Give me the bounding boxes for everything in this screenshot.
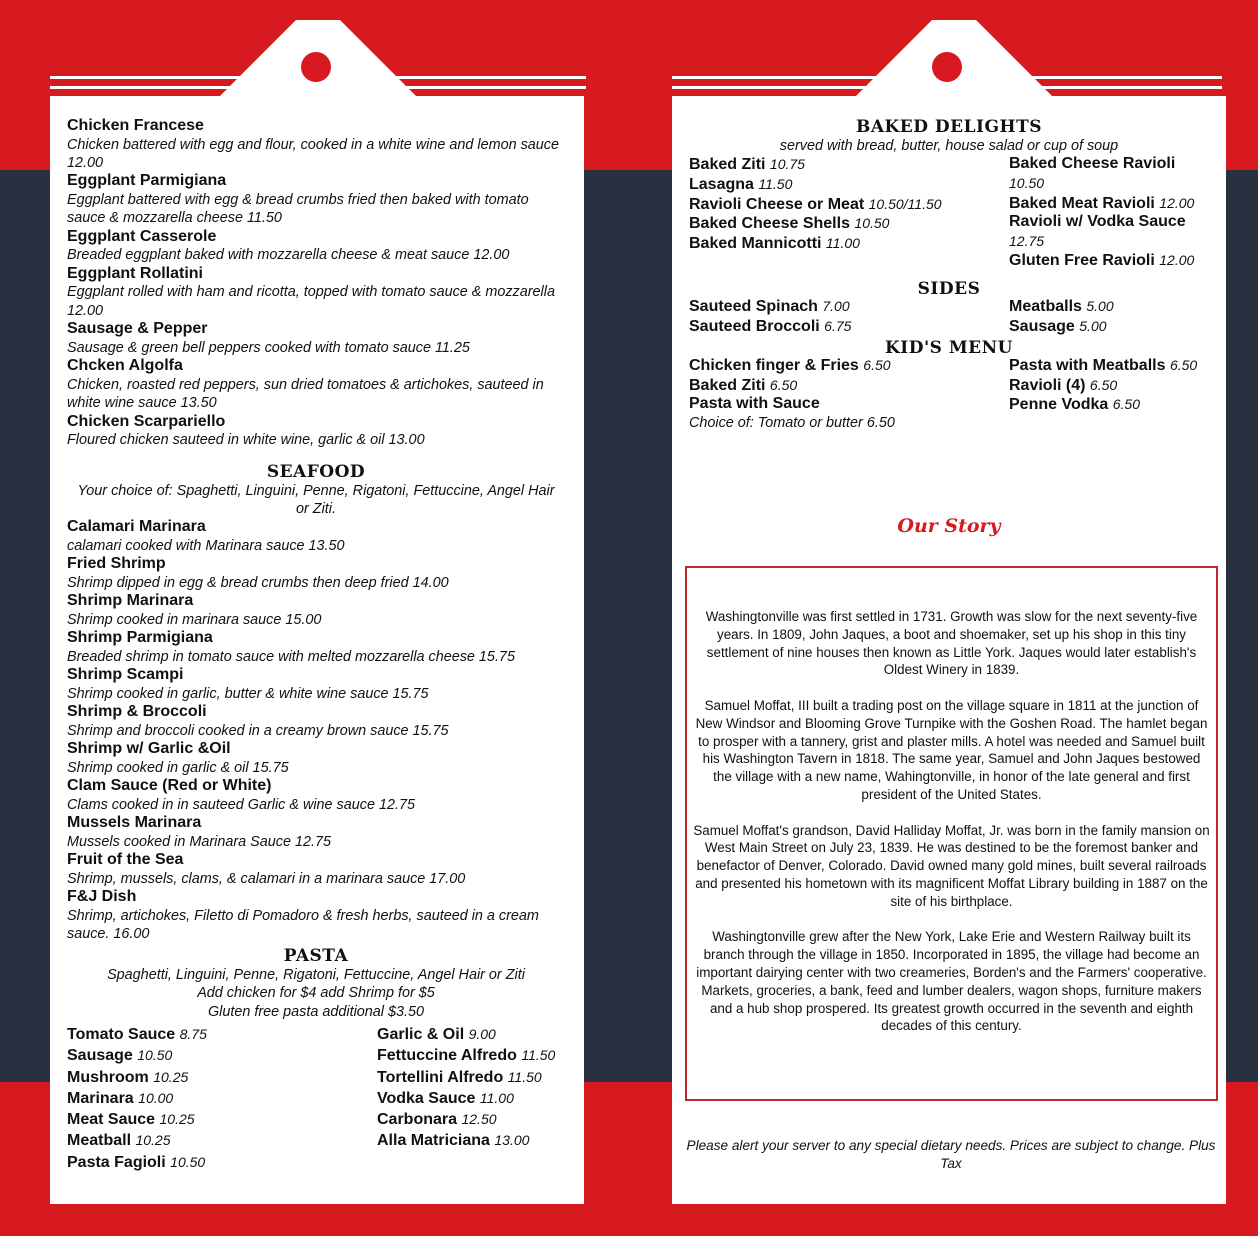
sides-title: SIDES (917, 278, 981, 299)
menu-item (1009, 194, 1209, 214)
item-price: 11.50 (521, 1047, 556, 1064)
item-name: Penne Vodka (1009, 396, 1109, 414)
item-name: Sausage (67, 1047, 133, 1065)
item-line (377, 1131, 565, 1151)
kids-left-column (689, 356, 1009, 432)
kids-right-column (1009, 356, 1209, 432)
item-name: Marinara (67, 1089, 134, 1107)
item-name: Fried Shrimp (67, 555, 166, 573)
menu-item (689, 317, 1009, 337)
item-price: 12.75 (1009, 232, 1045, 249)
item-price: 6.50 (769, 376, 798, 393)
item-name: Sauteed Spinach (689, 297, 818, 315)
item-line (1009, 251, 1209, 271)
item-price: 10.00 (138, 1089, 174, 1106)
menu-item (377, 1089, 565, 1109)
item-price: 10.25 (159, 1111, 195, 1128)
item-price: 10.75 (769, 156, 805, 173)
item-line (689, 376, 1009, 396)
item-name: Tortellini Alfredo (377, 1068, 504, 1086)
item-line (377, 1046, 565, 1066)
item-name: Sauteed Broccoli (689, 317, 820, 335)
item-price: 6.50 (1112, 396, 1140, 413)
item-line (689, 297, 1009, 317)
left-hang-hole (301, 52, 331, 82)
seafood-title: SEAFOOD (266, 461, 366, 482)
item-price: 6.50 (866, 414, 895, 431)
item-price: 13.00 (494, 1132, 530, 1149)
item-name: Clam Sauce (Red or White) (67, 777, 272, 795)
item-description: Clams cooked in in sauteed Garlic & wine sauce 12.75 (67, 797, 415, 814)
menu-item (689, 155, 1009, 175)
item-description: Shrimp cooked in marinara sauce 15.00 (67, 612, 322, 629)
item-price: 5.00 (1079, 317, 1107, 334)
item-price: 10.25 (135, 1132, 171, 1149)
menu-item (67, 629, 565, 666)
item-name: Shrimp w/ Garlic &Oil (67, 740, 231, 758)
item-price: 11.50 (507, 1068, 542, 1085)
item-price: 9.00 (468, 1026, 496, 1043)
item-description: Floured chicken sauteed in white wine, garlic & oil 13.00 (67, 432, 425, 449)
item-line (67, 1131, 377, 1151)
menu-item (67, 740, 565, 777)
item-name: Pasta with Sauce (689, 395, 820, 413)
baked-note: served with bread, butter, house salad or cup of soup (779, 138, 1119, 154)
item-line (67, 1025, 377, 1045)
menu-item (67, 888, 565, 943)
item-price: 10.50 (854, 215, 890, 232)
item-line (1009, 376, 1209, 396)
baked-left-column (689, 155, 1009, 271)
item-name: Garlic & Oil (377, 1026, 465, 1044)
item-line (689, 395, 1009, 414)
item-name: Pasta Fagioli (67, 1153, 166, 1171)
item-name: Gluten Free Ravioli (1009, 252, 1155, 270)
item-name: Meatball (67, 1132, 132, 1150)
item-description-text: Choice of: Tomato or butter (689, 414, 863, 431)
sides-left-column (689, 297, 1009, 336)
item-description: calamari cooked with Marinara sauce 13.50 (67, 538, 345, 555)
item-line (1009, 213, 1209, 251)
item-name: Ravioli Cheese or Meat (689, 195, 865, 213)
item-line (689, 175, 1009, 195)
item-price: 6.50 (1089, 376, 1118, 393)
item-name: Eggplant Rollatini (67, 264, 203, 282)
item-price: 10.50 (1009, 175, 1045, 191)
item-description: Shrimp dipped in egg & bread crumbs then deep fried 14.00 (67, 575, 449, 592)
pasta-note: Spaghetti, Linguini, Penne, Rigatoni, Fettuccine, Angel Hair or Ziti (107, 966, 525, 983)
item-price: 12.00 (1159, 194, 1195, 211)
item-price: 11.00 (479, 1089, 514, 1106)
item-line (1009, 297, 1209, 317)
item-line (67, 1089, 377, 1109)
baked-right-column (1009, 155, 1209, 271)
item-description: Eggplant battered with egg & bread crumbs fried then baked with tomato sauce & mozzarella cheese 11.50 (67, 192, 529, 227)
item-line (67, 1046, 377, 1066)
menu-item (1009, 155, 1209, 193)
entrees-list (67, 117, 565, 450)
baked-section (689, 117, 1209, 432)
item-price: 5.00 (1086, 297, 1114, 314)
menu-item (67, 1110, 377, 1130)
menu-item (67, 413, 565, 450)
story-paragraph: Samuel Moffat's grandson, David Halliday Moffat, Jr. was born in the family mansion on West Main Street on July 23, 1839. He was destined to be the foremost banker and benefactor of Denver, Colorado. David owned many gold mines, built several railroads and presented his hometown with its magnificent Moffat Library building in 1887 on the site of his birthplace. (693, 822, 1210, 909)
story-paragraph: Washingtonville grew after the New York, Lake Erie and Western Railway built its branch through the village in 1850. Incorporated in 1895, the village had become an important dairying center with two creameries, Borden's and the Farmers' cooperative. Markets, groceries, a bank, feed and lumber dealers, wagon shops, furniture makers and a hub shop prospered. Its greatest growth occurred in the seventh and eighth decades of this century. (696, 929, 1207, 1034)
item-name: Chicken finger & Fries (689, 357, 859, 375)
menu-item (377, 1025, 565, 1045)
menu-item (689, 214, 1009, 234)
item-price: 12.50 (461, 1111, 497, 1128)
item-name: Baked Mannicotti (689, 234, 822, 252)
menu-item (67, 555, 565, 592)
item-name: Ravioli (4) (1009, 376, 1086, 394)
menu-item (689, 376, 1009, 396)
item-description: Shrimp, mussels, clams, & calamari in a marinara sauce 17.00 (67, 871, 466, 888)
menu-item (1009, 213, 1209, 251)
menu-item (67, 1046, 377, 1066)
item-price: 8.75 (179, 1026, 207, 1043)
item-description: Chicken, roasted red peppers, sun dried tomatoes & artichokes, sauteed in white wine sauce 13.50 (67, 376, 544, 412)
item-description: Sausage & green bell peppers cooked with tomato sauce 11.25 (67, 339, 470, 356)
item-line (67, 1068, 377, 1088)
item-line (689, 195, 1009, 215)
menu-item (67, 117, 565, 172)
item-name: Lasagna (689, 176, 754, 193)
menu-item (67, 814, 565, 851)
menu-item (67, 1131, 377, 1151)
item-name: Chicken Francese (67, 117, 204, 134)
item-price: 6.75 (824, 317, 852, 334)
baked-columns (689, 155, 1209, 271)
pasta-columns (67, 1025, 565, 1174)
item-name: Mussels Marinara (67, 814, 202, 832)
item-name: Shrimp Marinara (67, 592, 194, 610)
menu-item (689, 395, 1009, 432)
menu-item (67, 1068, 377, 1088)
menu-item (377, 1068, 565, 1088)
item-price: 10.25 (153, 1068, 189, 1085)
item-line (1009, 356, 1209, 376)
item-name: Sausage & Pepper (67, 320, 208, 338)
menu-item (67, 265, 565, 320)
story-paragraph: Washingtonville was first settled in 1731. Growth was slow for the next seventy-five years. In 1809, John Jaques, a boot and shoemaker, set up his shop in this tiny settlement of nine houses then known as Little York. Jaques would later establish's Oldest Winery in 1839. (705, 609, 1198, 678)
dietary-notice: Please alert your server to any special dietary needs. Prices are subject to change. Plus Tax (686, 1138, 1216, 1171)
item-line (689, 214, 1009, 234)
item-name: Eggplant Parmigiana (67, 172, 227, 190)
item-name: Baked Cheese Shells (689, 215, 850, 233)
item-name: Chicken Scarpariello (67, 412, 226, 430)
item-name: Meat Sauce (67, 1111, 156, 1129)
item-price: 6.50 (863, 357, 891, 374)
menu-item (67, 1153, 377, 1173)
baked-title: BAKED DELIGHTS (855, 117, 1043, 137)
sides-columns (689, 297, 1209, 336)
item-name: Eggplant Casserole (67, 227, 217, 245)
item-price: 7.00 (822, 297, 850, 314)
item-name: Shrimp Scampi (67, 666, 184, 684)
item-line (1009, 317, 1209, 337)
item-name: Vodka Sauce (377, 1089, 476, 1107)
item-line (377, 1110, 565, 1130)
kids-title: KID'S MENU (884, 338, 1013, 359)
item-price: 6.50 (1169, 357, 1198, 374)
item-line (689, 356, 1009, 376)
seafood-note: Your choice of: Spaghetti, Linguini, Penne, Rigatoni, Fettuccine, Angel Hair or Ziti. (77, 482, 555, 518)
item-name: Baked Ziti (689, 376, 766, 394)
menu-item (1009, 356, 1209, 376)
menu-item (67, 320, 565, 357)
item-description: Shrimp cooked in garlic, butter & white wine sauce 15.75 (67, 686, 429, 703)
story-paragraph: Samuel Moffat, III built a trading post on the village square in 1811 at the junction of New Windsor and Blooming Grove Turnpike with the Goshen Road. The hamlet began to prosper with a tannery, grist and plaster mills. A hotel was needed and Samuel built his Washington Tavern in 1818. The same year, Samuel and John Jaques bestowed the village with a new name, Wahingtonville, in honor of the late general and first president of the United States. (695, 697, 1208, 802)
item-description: Shrimp, artichokes, Filetto di Pomadoro & fresh herbs, sauteed in a cream sauce. 16.00 (67, 908, 539, 943)
item-name: Tomato Sauce (67, 1026, 176, 1044)
pasta-note: Gluten free pasta additional $3.50 (207, 1003, 424, 1020)
item-description: Breaded eggplant baked with mozzarella cheese & meat sauce 12.00 (67, 247, 510, 264)
pasta-left-column (67, 1025, 377, 1174)
menu-item (67, 777, 565, 814)
item-line (377, 1089, 565, 1109)
item-name: Ravioli w/ Vodka Sauce (1009, 213, 1186, 231)
menu-item (1009, 297, 1209, 317)
menu-item (689, 195, 1009, 215)
item-description: Eggplant rolled with ham and ricotta, topped with tomato sauce & mozzarella 12.00 (67, 284, 555, 319)
sides-right-column (1009, 297, 1209, 336)
right-hang-hole (932, 52, 962, 82)
item-name: Baked Cheese Ravioli (1009, 155, 1176, 173)
menu-item (1009, 317, 1209, 337)
pasta-right-column (377, 1025, 565, 1174)
menu-item (67, 518, 565, 555)
menu-item (1009, 376, 1209, 396)
item-line (1009, 194, 1209, 214)
our-story-title: Our Story (897, 515, 1001, 537)
item-line (377, 1025, 565, 1045)
item-description: Chicken battered with egg and flour, cooked in a white wine and lemon sauce 12.00 (67, 136, 559, 171)
menu-item (689, 175, 1009, 195)
menu-item (689, 297, 1009, 317)
menu-item (689, 356, 1009, 376)
item-price: 10.50/11.50 (868, 195, 942, 212)
item-line (689, 234, 1009, 254)
menu-item (377, 1046, 565, 1066)
item-line (689, 155, 1009, 175)
kids-columns (689, 356, 1209, 432)
item-name: Shrimp & Broccoli (67, 703, 207, 721)
menu-item (67, 172, 565, 227)
item-description: Shrimp and broccoli cooked in a creamy brown sauce 15.75 (67, 723, 449, 740)
item-name: Calamari Marinara (67, 518, 206, 536)
item-name: Shrimp Parmigiana (67, 629, 213, 647)
item-price: 12.00 (1159, 252, 1195, 269)
pasta-notes (67, 966, 565, 1021)
menu-item (689, 234, 1009, 254)
item-name: Baked Ziti (689, 156, 766, 174)
item-line (1009, 155, 1209, 193)
item-name: Baked Meat Ravioli (1009, 194, 1155, 212)
item-description: Shrimp cooked in garlic & oil 15.75 (67, 760, 289, 777)
item-price: 10.50 (137, 1047, 173, 1064)
item-name: Fettuccine Alfredo (377, 1047, 517, 1065)
our-story-text (693, 608, 1210, 1035)
item-name: F&J Dish (67, 888, 137, 906)
item-name: Alla Matriciana (377, 1132, 490, 1150)
item-price: 11.50 (758, 176, 793, 192)
menu-item (377, 1131, 565, 1151)
item-description (689, 414, 1009, 432)
our-story-box (685, 566, 1218, 1101)
item-name: Pasta with Meatballs (1009, 357, 1166, 375)
item-name: Meatballs (1009, 297, 1082, 315)
menu-item (377, 1110, 565, 1130)
item-line (377, 1068, 565, 1088)
item-line (67, 1153, 377, 1173)
menu-item (67, 1089, 377, 1109)
left-menu-content (67, 117, 565, 1174)
item-name: Carbonara (377, 1111, 458, 1129)
pasta-title: PASTA (283, 945, 349, 966)
menu-item (67, 592, 565, 629)
pasta-note: Add chicken for $4 add Shrimp for $5 (197, 985, 435, 1002)
item-name: Mushroom (67, 1068, 149, 1086)
item-price: 10.50 (170, 1153, 206, 1170)
item-line (1009, 395, 1209, 415)
menu-item (67, 357, 565, 412)
menu-item (1009, 395, 1209, 415)
menu-item (1009, 251, 1209, 271)
seafood-list (67, 518, 565, 943)
item-name: Chcken Algolfa (67, 357, 183, 375)
item-name: Sausage (1009, 317, 1075, 335)
menu-item (67, 1025, 377, 1045)
menu-item (67, 851, 565, 888)
item-line (689, 317, 1009, 337)
item-name: Fruit of the Sea (67, 851, 184, 869)
menu-item (67, 703, 565, 740)
menu-item (67, 228, 565, 265)
menu-item (67, 666, 565, 703)
item-description: Breaded shrimp in tomato sauce with melted mozzarella cheese 15.75 (67, 649, 515, 666)
item-description: Mussels cooked in Marinara Sauce 12.75 (67, 834, 331, 851)
item-line (67, 1110, 377, 1130)
item-price: 11.00 (825, 234, 860, 251)
